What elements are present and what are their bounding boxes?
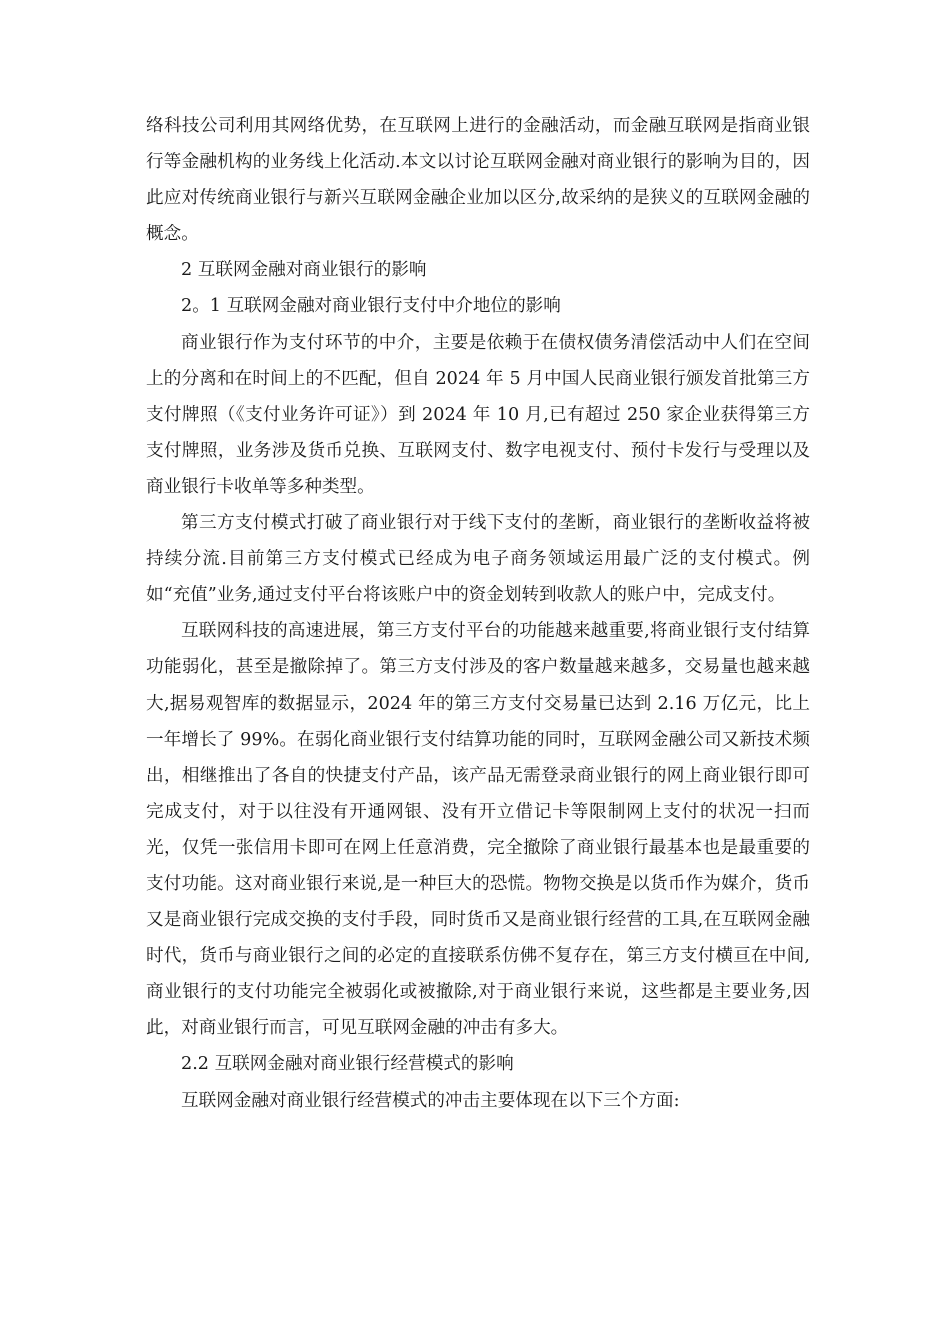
paragraph-internet-tech-impact: 互联网科技的高速进展，第三方支付平台的功能越来越重要,将商业银行支付结算功能弱化，甚至是撤除掉了。第三方支付涉及的客户数量越来越多，交易量也越来越大,据易观智库的数据显示，2024 年的第三方支付交易量已达到 2.16 万亿元，比上一年增长了 99%。在弱化商业银行支付结算功能的同时，互联网金融公司又新技术频出，相继推出了各自的快捷支付产品，该产品无需登录商业银行的网上商业银行即可完成支付，对于以往没有开通网银、没有开立借记卡等限制网上支付的状况一扫而光，仅凭一张信用卡即可在网上任意消费，完全撤除了商业银行最基本也是最重要的支付功能。这对商业银行来说,是一种巨大的恐慌。物物交换是以货币作为媒介，货币又是商业银行完成交换的支付手段，同时货币又是商业银行经营的工具,在互联网金融时代，货币与商业银行之间的必定的直接联系仿佛不复存在，第三方支付横亘在中间,商业银行的支付功能完全被弱化或被撤除,对于商业银行来说，这些都是主要业务,因此，对商业银行而言，可见互联网金融的冲击有多大。 — [146, 621, 810, 1039]
paragraph-intro-continuation: 络科技公司利用其网络优势，在互联网上进行的金融活动，而金融互联网是指商业银行等金融机构的业务线上化活动.本文以讨论互联网金融对商业银行的影响为目的，因此应对传统商业银行与新兴互联网金融企业加以区分,故采纳的是狭义的互联网金融的概念。 — [146, 116, 810, 245]
subsection-heading-2-1: 2。1 互联网金融对商业银行支付中介地位的影响 — [181, 296, 561, 317]
document-body — [146, 108, 810, 1119]
paragraph-payment-intermediary: 商业银行作为支付环节的中介，主要是依赖于在债权债务清偿活动中人们在空间上的分离和在时间上的不匹配，但自 2024 年 5 月中国人民商业银行颁发首批第三方支付牌照（《支付业务许可证》）到 2024 年 10 月,已有超过 250 家企业获得第三方支付牌照，业务涉及货币兑换、互联网支付、数字电视支付、预付卡发行与受理以及商业银行卡收单等多种类型。 — [146, 332, 810, 497]
section-heading-2: 2 互联网金融对商业银行的影响 — [181, 260, 427, 281]
paragraph-third-party-monopoly: 第三方支付模式打破了商业银行对于线下支付的垄断，商业银行的垄断收益将被持续分流.目前第三方支付模式已经成为电子商务领域运用最广泛的支付模式。例如“充值”业务,通过支付平台将该账户中的资金划转到收款人的账户中，完成支付。 — [146, 513, 810, 606]
subsection-heading-2-2: 2.2 互联网金融对商业银行经营模式的影响 — [181, 1054, 514, 1075]
paragraph-business-model-intro: 互联网金融对商业银行经营模式的冲击主要体现在以下三个方面: — [181, 1090, 680, 1111]
